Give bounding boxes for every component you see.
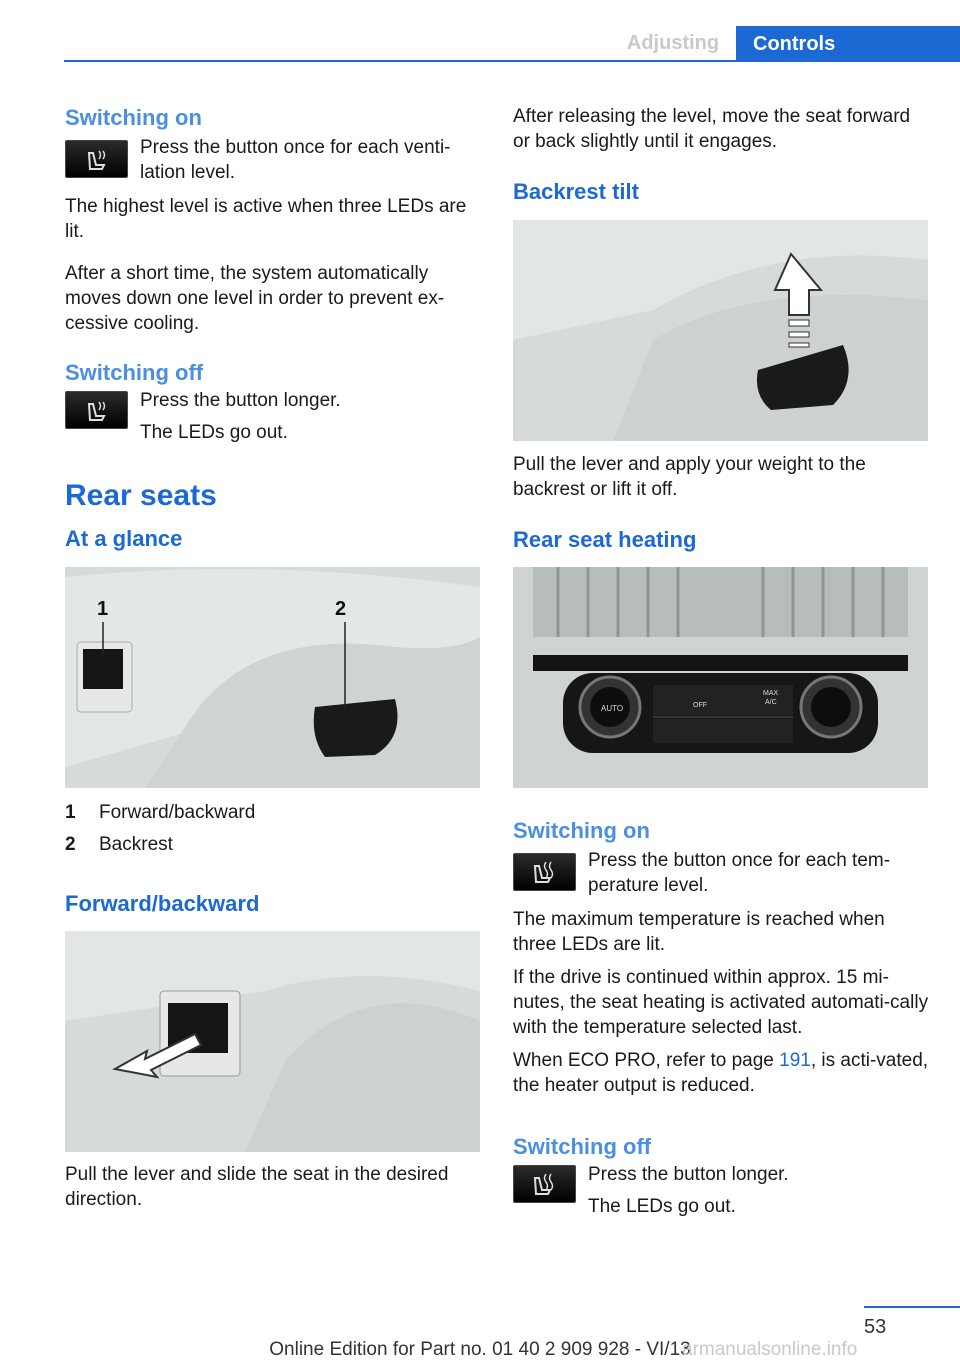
eco-pre: When ECO PRO, refer to page xyxy=(513,1050,780,1071)
page-number: 53 xyxy=(864,1316,887,1338)
max-temp-text: The maximum temperature is reached when three LEDs are lit. xyxy=(513,909,885,955)
seat-heating-icon xyxy=(513,1165,576,1203)
left-column xyxy=(65,100,481,1212)
switching-on-heading: Switching on xyxy=(65,105,202,130)
vent-off-text1: Press the button longer. xyxy=(140,390,341,411)
eco-pro-text xyxy=(513,1048,929,1098)
legend-label: Forward/backward xyxy=(99,802,256,823)
header-rule xyxy=(64,60,960,62)
highest-level-text: The highest level is active when three LEDs are lit. xyxy=(65,196,467,242)
rear-climate-panel-image xyxy=(513,567,928,788)
forward-backward-image xyxy=(65,931,480,1152)
heat-switching-off-heading: Switching off xyxy=(513,1134,652,1159)
heat-on-text: Press the button once for each tem-perature level. xyxy=(588,850,891,896)
footer-rule xyxy=(864,1306,960,1308)
heat-switching-on-heading: Switching on xyxy=(513,818,650,843)
off-label: OFF xyxy=(693,702,707,709)
ac-label: A/C xyxy=(765,699,777,706)
auto-down-text: After a short time, the system automatically moves down one level in order to prevent ex-cessive cooling. xyxy=(65,263,445,334)
auto-label: AUTO xyxy=(601,704,624,713)
heat-off-row xyxy=(513,1162,929,1219)
backrest-tilt-image xyxy=(513,220,928,441)
legend-list xyxy=(65,797,481,861)
switching-off-heading: Switching off xyxy=(65,360,204,385)
legend-number: 1 xyxy=(65,802,76,823)
backrest-tilt-heading: Backrest tilt xyxy=(513,179,639,204)
forward-backward-text: Pull the lever and slide the seat in the desired direction. xyxy=(65,1164,449,1210)
callout-1: 1 xyxy=(97,598,109,620)
heat-off-text2: The LEDs go out. xyxy=(588,1196,736,1217)
edition-text: Online Edition for Part no. 01 40 2 909 928 - VI/13 xyxy=(269,1339,691,1360)
backrest-tilt-text: Pull the lever and apply your weight to the backrest or lift it off. xyxy=(513,454,866,500)
vent-off-row xyxy=(65,388,481,445)
max-label: MAX xyxy=(763,690,779,697)
heat-on-row xyxy=(513,848,929,898)
heat-off-text1: Press the button longer. xyxy=(588,1164,789,1185)
vent-on-text: Press the button once for each venti-lation level. xyxy=(140,137,451,183)
vent-on-row xyxy=(65,135,481,185)
legend-number: 2 xyxy=(65,834,76,855)
tab-adjusting[interactable]: Adjusting xyxy=(626,31,720,54)
seat-heating-icon xyxy=(513,853,576,891)
forward-backward-heading: Forward/backward xyxy=(65,891,260,916)
watermark: armanualsonline.info xyxy=(682,1339,858,1360)
legend-item xyxy=(65,797,481,829)
page-191-link[interactable]: 191 xyxy=(779,1050,811,1071)
legend-item xyxy=(65,829,481,861)
tab-controls[interactable]: Controls xyxy=(736,26,960,62)
at-a-glance-heading: At a glance xyxy=(65,526,183,551)
right-column xyxy=(513,100,929,1219)
seat-ventilation-icon xyxy=(65,391,128,429)
legend-label: Backrest xyxy=(99,834,173,855)
rear-seats-heading: Rear seats xyxy=(65,479,217,512)
vent-off-text2: The LEDs go out. xyxy=(140,422,288,443)
seat-ventilation-icon xyxy=(65,140,128,178)
callout-2: 2 xyxy=(335,598,347,620)
after-release-text: After releasing the level, move the seat forward or back slightly until it engages. xyxy=(513,106,911,152)
continue-text: If the drive is continued within approx. 15 mi-nutes, the seat heating is activated automati-cally with the temperature selected last. xyxy=(513,967,929,1038)
eco-post: , is acti-vated, the heater output is reduced. xyxy=(513,1050,929,1096)
rear-seat-heating-heading: Rear seat heating xyxy=(513,527,697,552)
rear-seat-overview-image xyxy=(65,567,480,788)
